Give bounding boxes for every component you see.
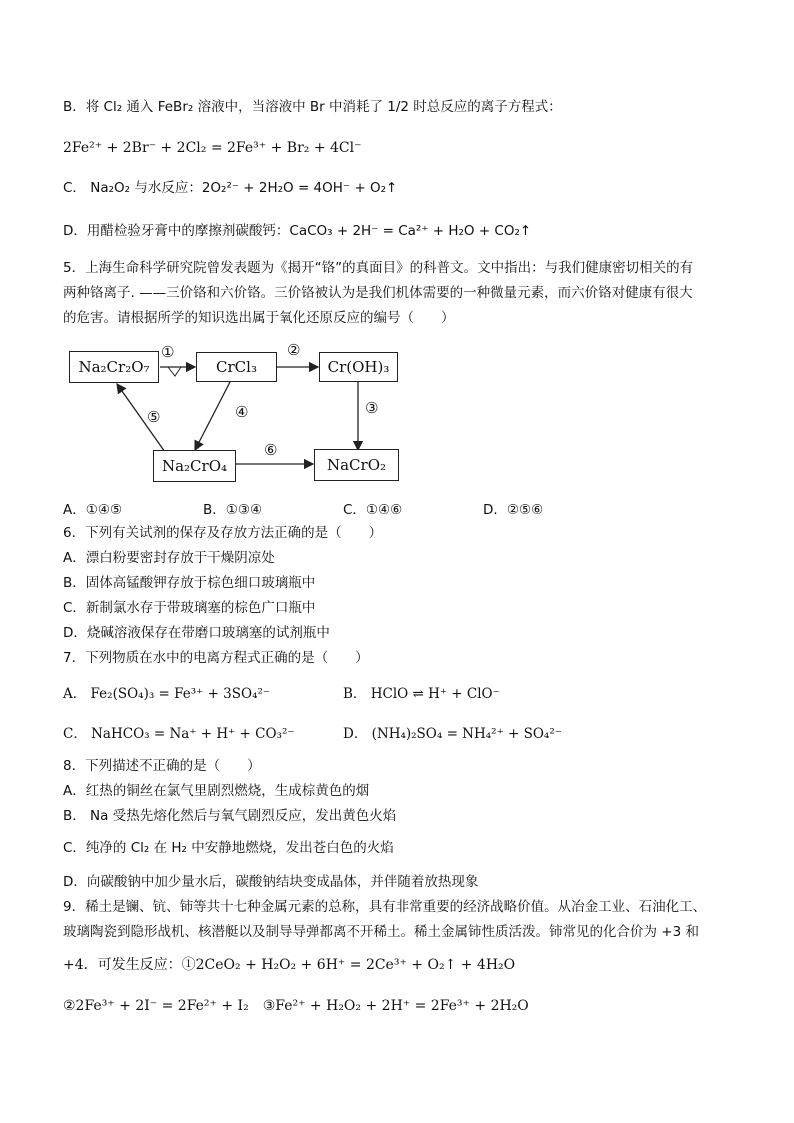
question-9-line-3: +4．可发生反应：①2CeO₂ + H₂O₂ + 6H⁺ = 2Ce³⁺ + O₂↑ + 4H₂O (63, 957, 516, 973)
compound-na2cr2o7: Na₂Cr₂O₇ (69, 351, 159, 383)
q6-option-c: C．新制氯水存于带玻璃塞的棕色广口瓶中 (63, 600, 316, 616)
label-2: ② (287, 341, 301, 359)
compound-nacro2: NaCrO₂ (314, 449, 399, 481)
q6-option-d: D．烧碱溶液保存在带磨口玻璃塞的试剂瓶中 (63, 625, 330, 641)
q8-option-d: D．向碳酸钠中加少量水后，碳酸钠结块变成晶体，并伴随着放热现象 (63, 874, 479, 890)
q5-option-b: B．①③④ (203, 502, 263, 518)
q7-option-d: D． (NH₄)₂SO₄ = NH₄²⁺ + SO₄²⁻ (343, 726, 562, 742)
label-1: ① (161, 343, 175, 361)
arrow-1-check (168, 367, 181, 376)
question-8-stem: 8．下列描述不正确的是（ ） (63, 758, 261, 774)
q7-option-c: C． NaHCO₃ = Na⁺ + H⁺ + CO₃²⁻ (63, 726, 295, 742)
question-5-stem-line-3: 的危害。请根据所学的知识选出属于氧化还原反应的编号（ ） (63, 310, 455, 326)
question-9-line-1: 9．稀土是镧、钪、铈等共十七种金属元素的总称，具有非常重要的经济战略价值。从冶金工业、石油化工、 (63, 899, 707, 915)
q7-option-a: A． Fe₂(SO₄)₃ = Fe³⁺ + 3SO₄²⁻ (63, 686, 271, 702)
option-b-equation: 2Fe²⁺ + 2Br⁻ + 2Cl₂ = 2Fe³⁺ + Br₂ + 4Cl⁻ (63, 140, 362, 156)
option-b-intro: B．将 Cl₂ 通入 FeBr₂ 溶液中，当溶液中 Br 中消耗了 1/2 时总反应的离子方程式： (63, 99, 562, 115)
q5-option-d: D．②⑤⑥ (483, 502, 544, 518)
q6-option-b: B．固体高锰酸钾存放于棕色细口玻璃瓶中 (63, 575, 316, 591)
q5-option-a: A．①④⑤ (63, 502, 123, 518)
q8-option-c: C．纯净的 Cl₂ 在 H₂ 中安静地燃烧，发出苍白色的火焰 (63, 840, 394, 856)
q6-option-a: A．漂白粉要密封存放于干燥阴凉处 (63, 550, 275, 566)
option-d-line: D．用醋检验牙膏中的摩擦剂碳酸钙：CaCO₃ + 2H⁻ = Ca²⁺ + H₂O + CO₂↑ (63, 223, 532, 239)
question-7-stem: 7．下列物质在水中的电离方程式正确的是（ ） (63, 650, 369, 666)
q8-option-a: A．红热的铜丝在氯气里剧烈燃烧，生成棕黄色的烟 (63, 783, 370, 799)
question-9-line-2: 玻璃陶瓷到隐形战机、核潜艇以及制导导弹都离不开稀土。稀土金属铈性质活泼。铈常见的化合价为 +3 和 (63, 924, 699, 940)
q5-option-c: C．①④⑥ (343, 502, 403, 518)
compound-croh3: Cr(OH)₃ (319, 352, 398, 382)
label-3: ③ (365, 399, 379, 417)
question-5-stem-line-2: 两种铬离子. ——三价铬和六价铬。三价铬被认为是我们机体需要的一种微量元素，而六价铬对健康有很大 (63, 285, 693, 301)
label-5: ⑤ (147, 408, 161, 426)
chromium-reaction-diagram (65, 340, 405, 490)
question-9-line-4: ②2Fe³⁺ + 2I⁻ = 2Fe²⁺ + I₂ ③Fe²⁺ + H₂O₂ + 2H⁺ = 2Fe³⁺ + 2H₂O (63, 998, 529, 1014)
label-6: ⑥ (264, 441, 278, 459)
label-4: ④ (235, 403, 249, 421)
compound-na2cro4: Na₂CrO₄ (153, 450, 236, 482)
option-c-line: C． Na₂O₂ 与水反应：2O₂²⁻ + 2H₂O = 4OH⁻ + O₂↑ (63, 180, 398, 196)
q8-option-b: B． Na 受热先熔化然后与氧气剧烈反应，发出黄色火焰 (63, 808, 397, 824)
arrow-4 (195, 382, 230, 450)
question-5-stem-line-1: 5．上海生命科学研究院曾发表题为《揭开“铬”的真面目》的科普文。文中指出：与我们健康密切相关的有 (63, 260, 694, 276)
compound-crcl3: CrCl₃ (196, 352, 277, 382)
question-6-stem: 6．下列有关试剂的保存及存放方法正确的是（ ） (63, 525, 383, 541)
q7-option-b: B． HClO ⇌ H⁺ + ClO⁻ (343, 686, 500, 702)
